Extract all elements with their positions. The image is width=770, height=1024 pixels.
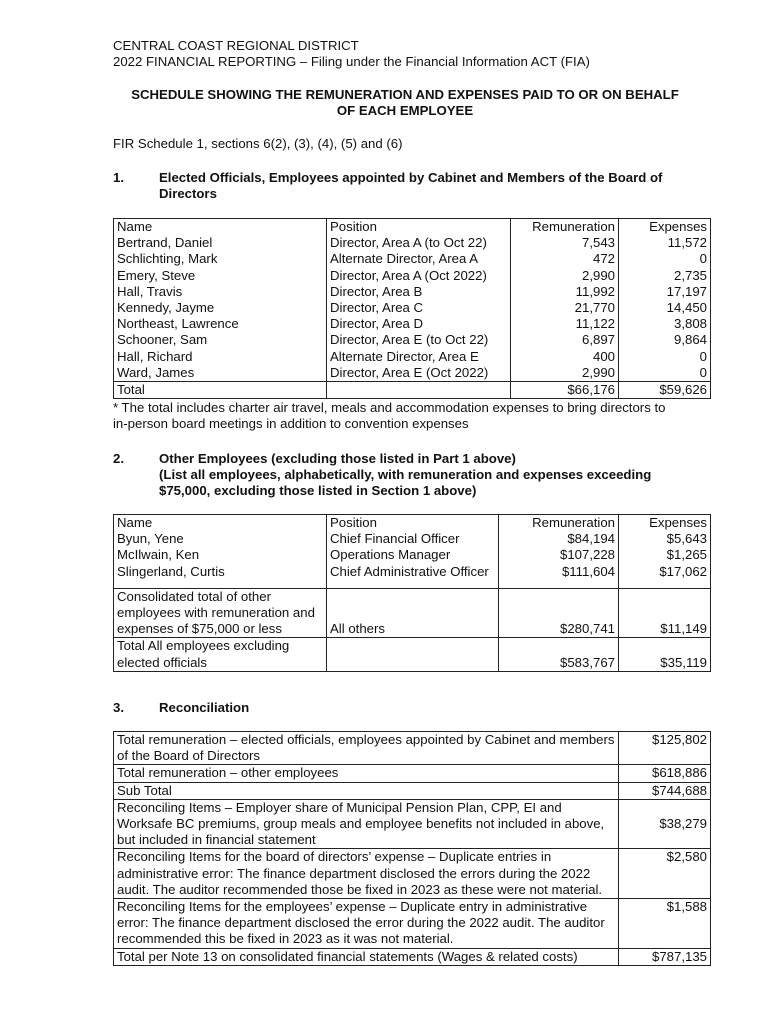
employee-expenses: $1,265 [619, 547, 711, 563]
reconciliation-value: $618,886 [619, 765, 711, 782]
reconciliation-row [114, 782, 711, 799]
official-name: Ward, James [114, 365, 327, 382]
schedule-title-line1: SCHEDULE SHOWING THE REMUNERATION AND EXPENSES PAID TO OR ON BEHALF [131, 87, 679, 102]
official-position: Director, Area E (to Oct 22) [327, 332, 511, 348]
official-position: Alternate Director, Area E [327, 349, 511, 365]
reconciliation-label: Total remuneration – other employees [114, 765, 619, 782]
reconciliation-value: $787,135 [619, 948, 711, 965]
official-expenses: 14,450 [619, 300, 711, 316]
official-name: Kennedy, Jayme [114, 300, 327, 316]
official-remuneration: 2,990 [511, 365, 619, 382]
reconciliation-label: Reconciling Items for the board of directors’ expense – Duplicate entries in administrative error: The finance department disclosed the errors during the 2022 audit. The auditor recommended those be fixed in 2023 as these were not material. [114, 849, 619, 899]
official-name: Emery, Steve [114, 268, 327, 284]
section1-heading-line2: Directors [159, 186, 217, 201]
report-subtitle: 2022 FINANCIAL REPORTING – Filing under the Financial Information ACT (FIA) [113, 54, 590, 69]
employee-position: Operations Manager [327, 547, 499, 563]
header-position: Position [327, 515, 499, 532]
header-position: Position [327, 219, 511, 236]
official-remuneration: 2,990 [511, 268, 619, 284]
employee-remuneration: $84,194 [499, 531, 619, 547]
table-row [114, 547, 711, 563]
official-position: Director, Area B [327, 284, 511, 300]
official-position: Alternate Director, Area A [327, 251, 511, 267]
reconciliation-label: Reconciling Items for the employees’ expense – Duplicate entry in administrative error: The finance department disclosed the error during the 2022 audit. The auditor recommended this be fixed in 2023 as it was not material. [114, 899, 619, 949]
total-expenses: $59,626 [619, 382, 711, 399]
section1-number: 1. [113, 170, 124, 185]
employee-name: Byun, Yene [114, 531, 327, 547]
fir-reference: FIR Schedule 1, sections 6(2), (3), (4), (5) and (6) [113, 136, 403, 151]
official-expenses: 0 [619, 251, 711, 267]
section1-note-line2: in-person board meetings in addition to convention expenses [113, 416, 469, 431]
header-remuneration: Remuneration [511, 219, 619, 236]
table-row [114, 564, 711, 580]
org-name: CENTRAL COAST REGIONAL DISTRICT [113, 38, 359, 53]
spacer-cell [327, 580, 499, 589]
table-header-row [114, 515, 711, 532]
reconciliation-value: $38,279 [619, 799, 711, 849]
table-row [114, 251, 711, 267]
employee-name: McIlwain, Ken [114, 547, 327, 563]
table-row [114, 284, 711, 300]
spacer-cell [499, 580, 619, 589]
total-all-expenses: $35,119 [619, 638, 711, 671]
reconciliation-row [114, 849, 711, 899]
official-position: Director, Area D [327, 316, 511, 332]
employee-position: Chief Administrative Officer [327, 564, 499, 580]
reconciliation-value: $744,688 [619, 782, 711, 799]
spacer-cell [114, 580, 327, 589]
official-remuneration: 11,992 [511, 284, 619, 300]
total-remuneration: $66,176 [511, 382, 619, 399]
total-all-row [114, 638, 711, 671]
spacer-row [114, 580, 711, 589]
official-remuneration: 11,122 [511, 316, 619, 332]
official-remuneration: 7,543 [511, 235, 619, 251]
reconciliation-label: Total per Note 13 on consolidated financial statements (Wages & related costs) [114, 948, 619, 965]
official-remuneration: 400 [511, 349, 619, 365]
official-name: Hall, Richard [114, 349, 327, 365]
official-expenses: 11,572 [619, 235, 711, 251]
official-name: Schlichting, Mark [114, 251, 327, 267]
official-remuneration: 21,770 [511, 300, 619, 316]
employee-position: Chief Financial Officer [327, 531, 499, 547]
section2-heading-line2: (List all employees, alphabetically, with remuneration and expenses exceeding [159, 467, 652, 482]
other-employees-table [113, 514, 711, 672]
reconciliation-row [114, 732, 711, 765]
table-header-row [114, 219, 711, 236]
section2-heading-line1: Other Employees (excluding those listed in Part 1 above) [159, 451, 516, 466]
section3-number: 3. [113, 700, 124, 715]
reconciliation-table [113, 731, 711, 966]
elected-officials-table [113, 218, 711, 399]
header-expenses: Expenses [619, 219, 711, 236]
header-name: Name [114, 515, 327, 532]
official-position: Director, Area A (to Oct 22) [327, 235, 511, 251]
official-expenses: 3,808 [619, 316, 711, 332]
reconciliation-row [114, 799, 711, 849]
reconciliation-row [114, 948, 711, 965]
total-label: Total [114, 382, 327, 399]
total-row [114, 382, 711, 399]
official-name: Bertrand, Daniel [114, 235, 327, 251]
table-row [114, 349, 711, 365]
total-spacer [327, 382, 511, 399]
official-remuneration: 472 [511, 251, 619, 267]
official-expenses: 17,197 [619, 284, 711, 300]
header-remuneration: Remuneration [499, 515, 619, 532]
official-remuneration: 6,897 [511, 332, 619, 348]
consolidated-expenses: $11,149 [619, 588, 711, 638]
employee-name: Slingerland, Curtis [114, 564, 327, 580]
total-all-label: Total All employees excluding elected officials [114, 638, 327, 671]
header-expenses: Expenses [619, 515, 711, 532]
table-row [114, 268, 711, 284]
table-row [114, 300, 711, 316]
consolidated-label: Consolidated total of other employees with remuneration and expenses of $75,000 or less [114, 588, 327, 638]
table-row [114, 365, 711, 382]
spacer-cell [619, 580, 711, 589]
reconciliation-row [114, 765, 711, 782]
official-expenses: 2,735 [619, 268, 711, 284]
table-row [114, 332, 711, 348]
table-row [114, 235, 711, 251]
official-expenses: 0 [619, 349, 711, 365]
total-all-spacer [327, 638, 499, 671]
consolidated-row [114, 588, 711, 638]
official-position: Director, Area E (Oct 2022) [327, 365, 511, 382]
official-name: Schooner, Sam [114, 332, 327, 348]
consolidated-remuneration: $280,741 [499, 588, 619, 638]
header-name: Name [114, 219, 327, 236]
consolidated-position: All others [327, 588, 499, 638]
employee-remuneration: $107,228 [499, 547, 619, 563]
reconciliation-label: Total remuneration – elected officials, employees appointed by Cabinet and members of the Board of Directors [114, 732, 619, 765]
employee-remuneration: $111,604 [499, 564, 619, 580]
official-position: Director, Area C [327, 300, 511, 316]
official-expenses: 0 [619, 365, 711, 382]
section1-note-line1: * The total includes charter air travel, meals and accommodation expenses to bring directors to [113, 400, 666, 415]
section2-number: 2. [113, 451, 124, 466]
reconciliation-value: $125,802 [619, 732, 711, 765]
total-all-remuneration: $583,767 [499, 638, 619, 671]
reconciliation-label: Sub Total [114, 782, 619, 799]
table-row [114, 531, 711, 547]
employee-expenses: $17,062 [619, 564, 711, 580]
reconciliation-value: $2,580 [619, 849, 711, 899]
section3-heading: Reconciliation [159, 700, 250, 715]
official-position: Director, Area A (Oct 2022) [327, 268, 511, 284]
official-name: Hall, Travis [114, 284, 327, 300]
section2-heading-line3: $75,000, excluding those listed in Section 1 above) [159, 483, 477, 498]
section1-heading-line1: Elected Officials, Employees appointed by Cabinet and Members of the Board of [159, 170, 663, 185]
reconciliation-row [114, 899, 711, 949]
reconciliation-label: Reconciling Items – Employer share of Municipal Pension Plan, CPP, EI and Worksafe BC premiums, group meals and employee benefits not included in above, but included in financial statement [114, 799, 619, 849]
employee-expenses: $5,643 [619, 531, 711, 547]
official-name: Northeast, Lawrence [114, 316, 327, 332]
reconciliation-value: $1,588 [619, 899, 711, 949]
official-expenses: 9,864 [619, 332, 711, 348]
schedule-title-line2: OF EACH EMPLOYEE [336, 103, 474, 118]
table-row [114, 316, 711, 332]
